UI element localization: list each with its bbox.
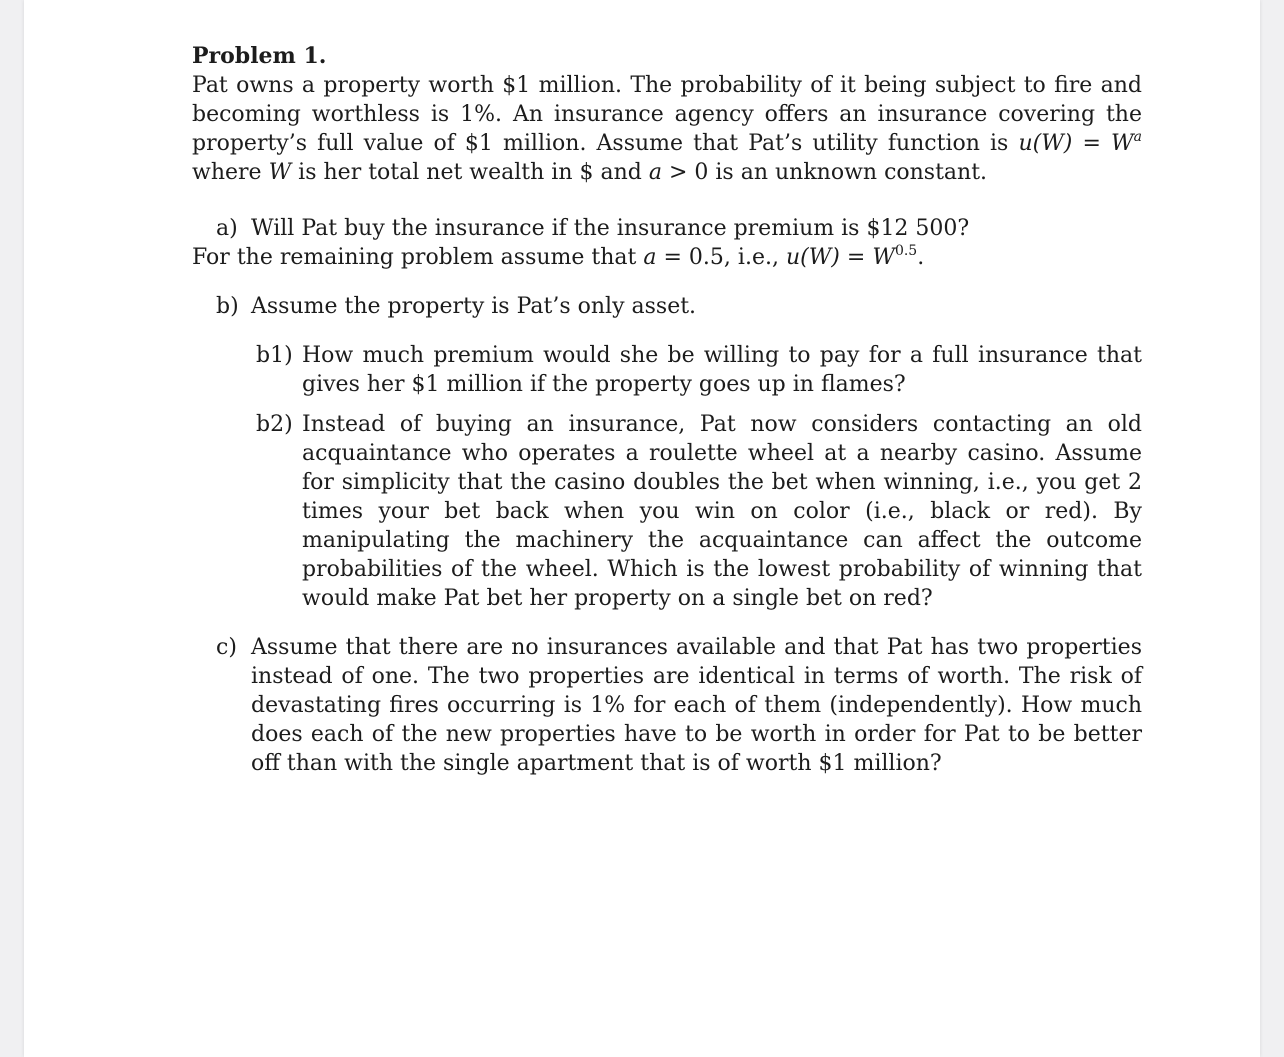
assumption-text-2: = 0.5, i.e., xyxy=(656,245,786,270)
intro-equals: = xyxy=(1072,131,1112,156)
part-b-label: b) xyxy=(216,294,239,319)
part-b1-label: b1) xyxy=(256,343,293,368)
part-b-text: Assume the property is Pat’s only asset. xyxy=(251,294,697,319)
problem-body xyxy=(192,42,1142,778)
part-b1-text: How much premium would she be willing to pay for a full insurance that gives her $1 million if the property goes up in flames? xyxy=(302,343,1142,397)
part-a-text: Will Pat buy the insurance if the insurance premium is $12 500? xyxy=(251,216,970,241)
intro-text-5: > 0 is an unknown constant. xyxy=(661,160,988,185)
document-page xyxy=(24,0,1260,1057)
part-b1 xyxy=(192,341,1142,399)
part-b2-text: Instead of buying an insurance, Pat now considers contacting an old acquaintance who operates a roulette wheel at a nearby casino. Assume for simplicity that the casino doubles the bet when winning, i.e., you get 2 times your bet back when you win on color (i.e., black or red). By manipulating the machinery the acquaintance can affect the outcome probabilities of the wheel. Which is the lowest probability of winning that would make Pat bet her property on a single bet on red? xyxy=(302,412,1142,611)
part-a-label: a) xyxy=(216,216,238,241)
assumption-math-a: a xyxy=(643,245,657,270)
intro-math-exponent: a xyxy=(1133,129,1142,145)
part-c xyxy=(192,633,1142,778)
part-b xyxy=(192,292,1142,321)
assumption-text-1: For the remaining problem assume that xyxy=(192,245,644,270)
intro-math-utility: u(W) xyxy=(1018,131,1073,156)
intro-math-wealth: W xyxy=(1111,131,1134,156)
intro-text-4: is her total net wealth in $ and xyxy=(291,160,649,185)
assumption-math-wealth: W xyxy=(872,245,895,270)
part-b2 xyxy=(192,410,1142,613)
assumption-period: . xyxy=(917,245,925,270)
intro-math-a: a xyxy=(648,160,662,185)
part-c-text: Assume that there are no insurances available and that Pat has two properties instead of one. The two properties are identical in terms of worth. The risk of devastating fires occurring is 1% for each of them (independently). How much does each of the new properties have to be worth in order for Pat to be better off than with the single apartment that is of worth $1 million? xyxy=(251,635,1142,776)
assumption-equals: = xyxy=(839,245,873,270)
intro-text-1: Pat owns a property worth $1 million. The probability of it being subject to fire and becoming worthless is 1%. An insurance agency offers an insurance covering the property’s full value of $1 million. Assume that Pat’s utility function is xyxy=(192,73,1142,156)
part-b2-label: b2) xyxy=(256,412,293,437)
assumption-math-exponent: 0.5 xyxy=(894,243,918,259)
part-c-label: c) xyxy=(216,635,237,660)
problem-intro xyxy=(192,71,1142,187)
intro-math-w: W xyxy=(268,160,292,185)
intro-text-3: where xyxy=(192,160,269,185)
assumption-math-utility: u(W) xyxy=(785,245,840,270)
problem-title: Problem 1. xyxy=(192,43,327,69)
assumption xyxy=(192,243,1142,272)
part-a xyxy=(192,214,1142,243)
